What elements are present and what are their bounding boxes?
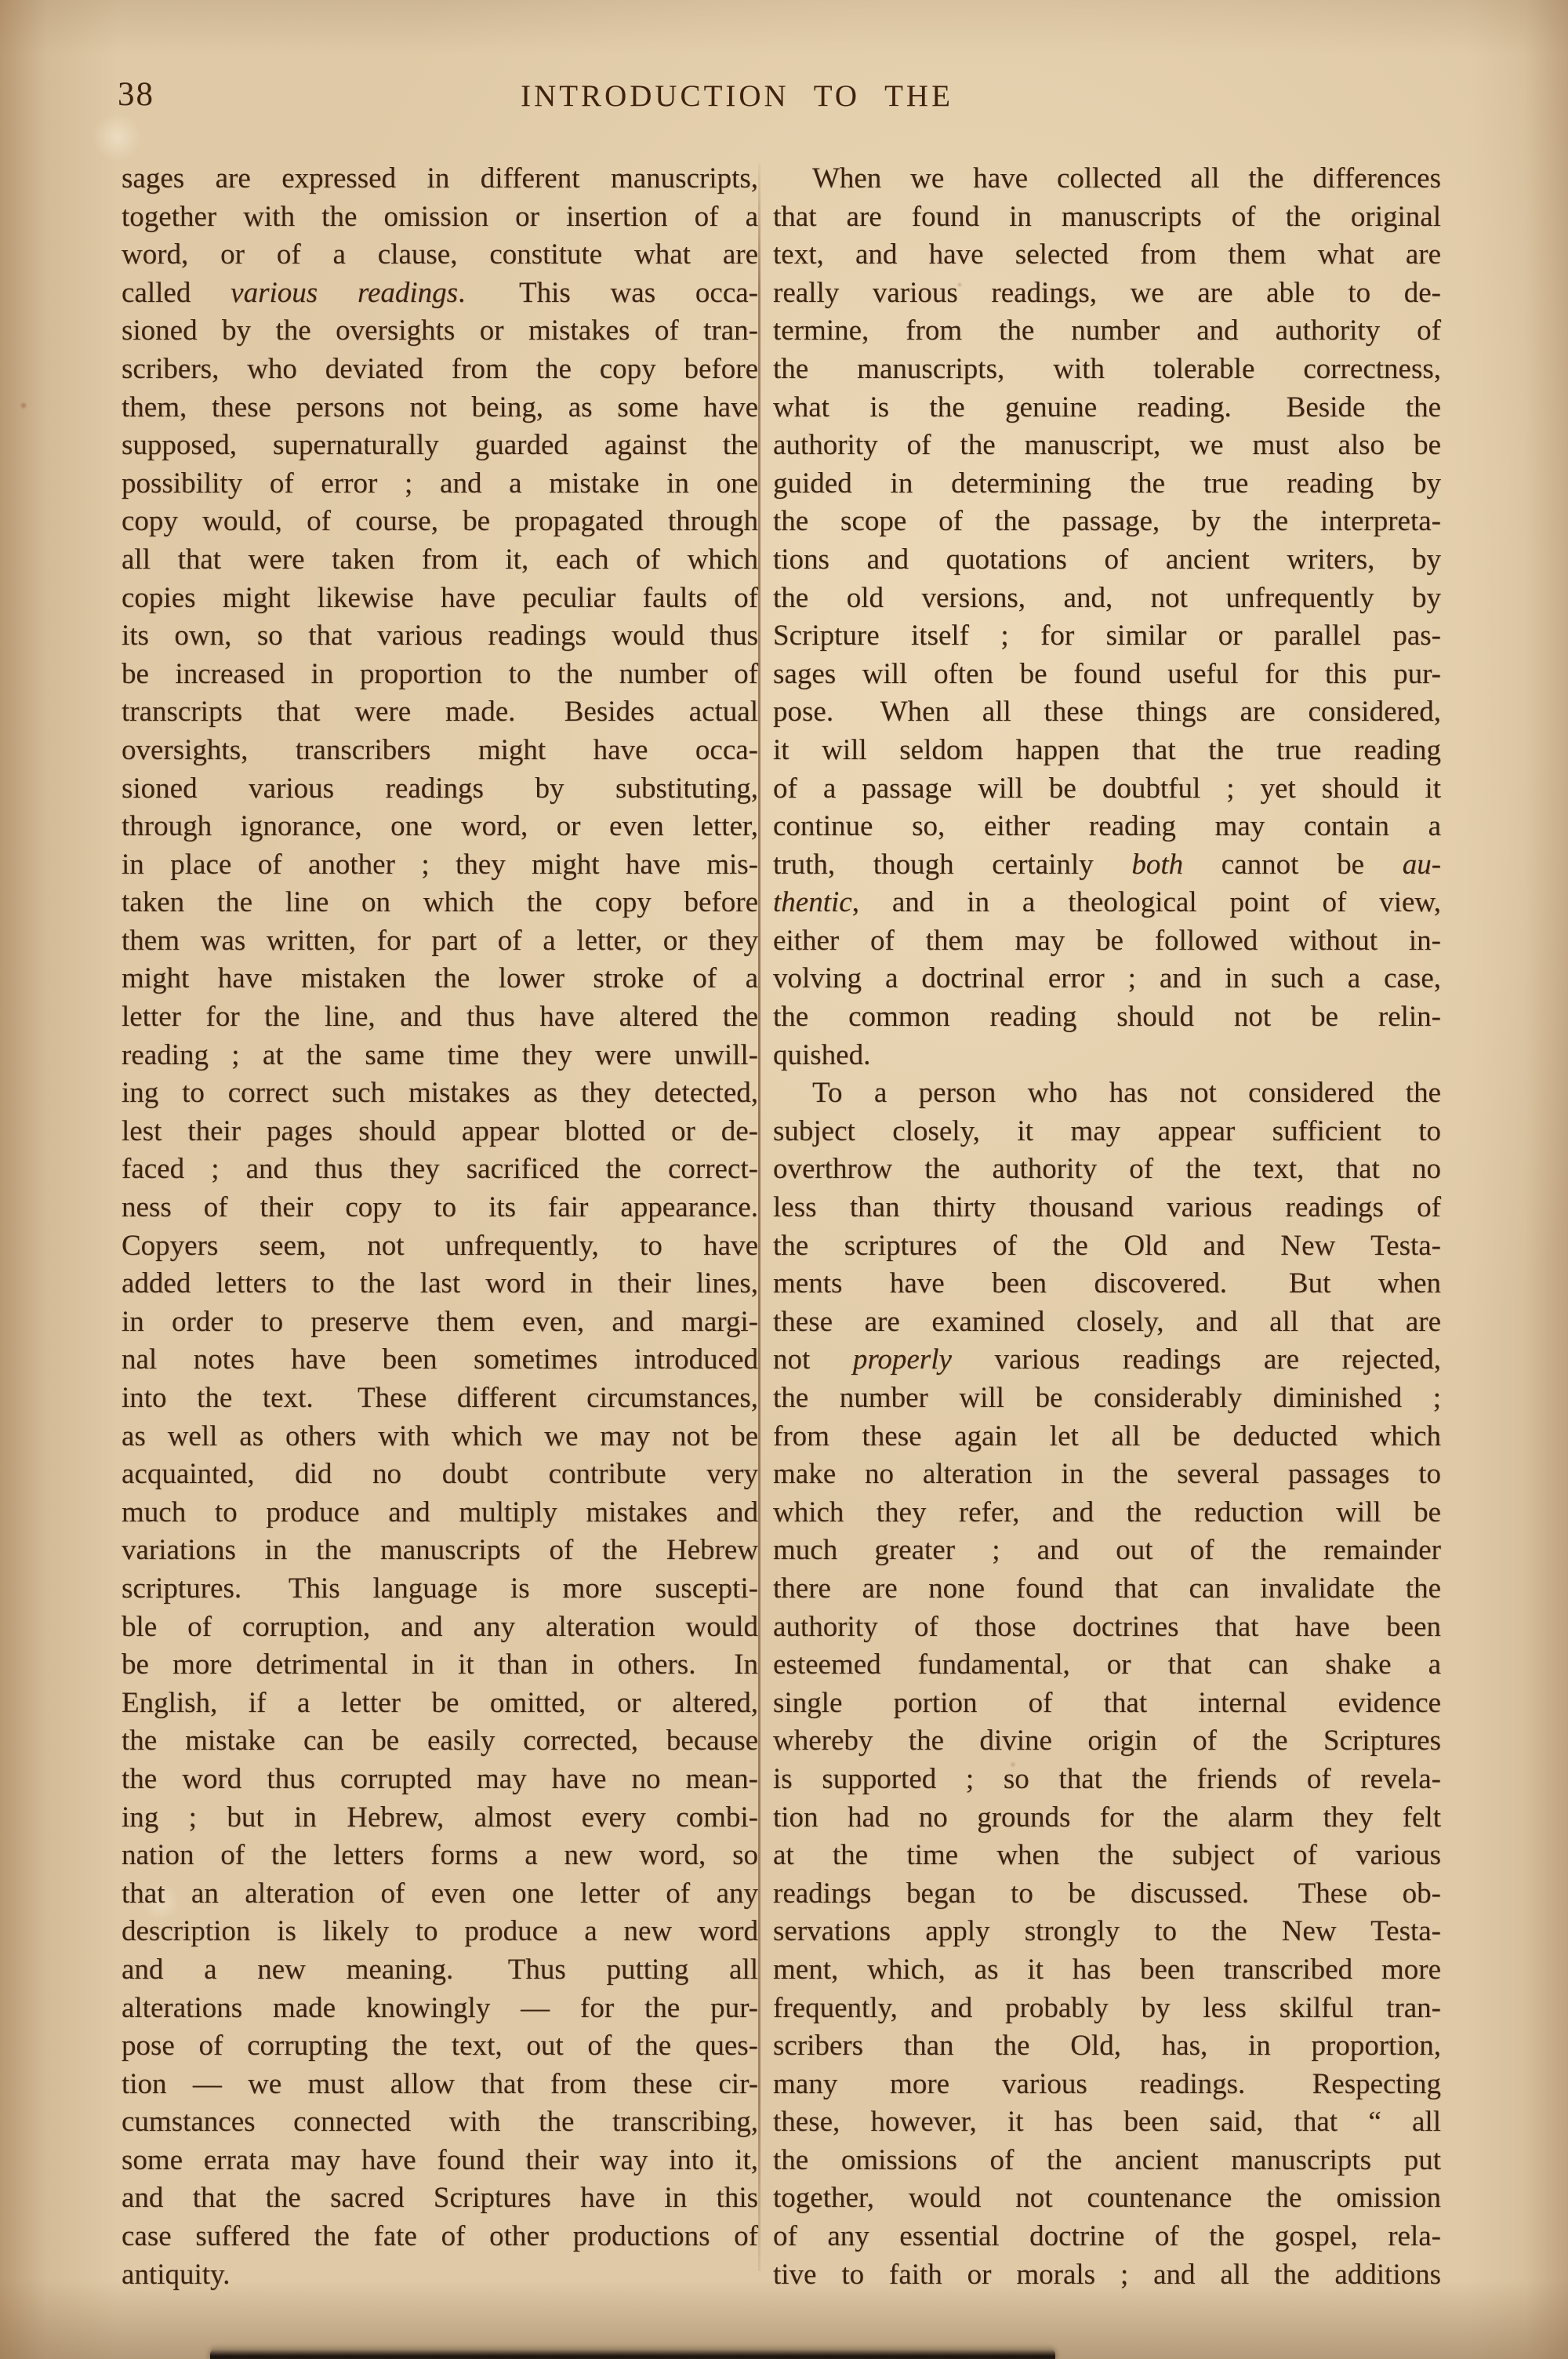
text-line: not properly various readings are rejected, <box>773 1343 1441 1376</box>
text-line: sages are expressed in different manuscripts, <box>122 162 758 194</box>
text-line: sages will often be found useful for this pur- <box>773 657 1441 690</box>
text-line: possibility of error ; and a mistake in one <box>122 467 758 500</box>
text-line: guided in determining the true reading by <box>773 467 1441 500</box>
text-line: at the time when the subject of various <box>773 1839 1441 1872</box>
text-line: esteemed fundamental, or that can shake a <box>773 1648 1441 1681</box>
text-line: scribers than the Old, has, in proportion, <box>773 2030 1441 2063</box>
text-line: letter for the line, and thus have altered the <box>122 1001 758 1034</box>
text-line: copies might likewise have peculiar faults of <box>122 581 758 614</box>
text-line: tive to faith or morals ; and all the additions <box>773 2258 1441 2291</box>
text-line: its own, so that various readings would thus <box>122 620 758 652</box>
scan-bottom-edge-shadow <box>210 2349 1055 2359</box>
text-line: whereby the divine origin of the Scriptures <box>773 1725 1441 1757</box>
text-line: ments have been discovered. But when <box>773 1267 1441 1300</box>
text-line: Copyers seem, not unfrequently, to have <box>122 1229 758 1262</box>
text-line: subject closely, it may appear sufficient to <box>773 1114 1441 1147</box>
text-line: added letters to the last word in their lines, <box>122 1267 758 1300</box>
text-line: ment, which, as it has been transcribed more <box>773 1953 1441 1986</box>
text-line: less than thirty thousand various readings of <box>773 1191 1441 1224</box>
text-line: of any essential doctrine of the gospel, rela- <box>773 2220 1441 2253</box>
right-column <box>773 160 1441 2294</box>
text-line: in order to preserve them even, and margi- <box>122 1305 758 1338</box>
text-line: together with the omission or insertion of a <box>122 200 758 233</box>
text-line: sioned various readings by substituting, <box>122 772 758 805</box>
text-line: might have mistaken the lower stroke of a <box>122 962 758 995</box>
text-line: is supported ; so that the friends of revela- <box>773 1762 1441 1795</box>
text-line: antiquity. <box>122 2258 230 2291</box>
text-line: the scriptures of the Old and New Testa- <box>773 1229 1441 1262</box>
text-line: tions and quotations of ancient writers, by <box>773 543 1441 576</box>
text-line: pose of corrupting the text, out of the ques- <box>122 2030 758 2063</box>
text-line: through ignorance, one word, or even letter, <box>122 810 758 843</box>
text-line: them, these persons not being, as some have <box>122 391 758 423</box>
text-line: To a person who has not considered the <box>811 1077 1441 1110</box>
text-line: some errata may have found their way into it, <box>122 2143 758 2176</box>
text-line: in place of another ; they might have mis- <box>122 848 758 881</box>
text-line: as well as others with which we may not be <box>122 1419 758 1452</box>
text-line: the common reading should not be relin- <box>773 1001 1441 1034</box>
text-line: scriptures. This language is more suscepti- <box>122 1572 758 1605</box>
text-line: ness of their copy to its fair appearance. <box>122 1191 758 1224</box>
text-line: pose. When all these things are considered, <box>773 696 1441 729</box>
text-line: these are examined closely, and all that are <box>773 1305 1441 1338</box>
text-line: nal notes have been sometimes introduced <box>122 1343 758 1376</box>
text-line: taken the line on which the copy before <box>122 886 758 919</box>
text-line: all that were taken from it, each of which <box>122 543 758 576</box>
text-line: sioned by the oversights or mistakes of tran- <box>122 314 758 347</box>
text-line: much greater ; and out of the remainder <box>773 1534 1441 1567</box>
text-line: description is likely to produce a new word <box>122 1915 758 1948</box>
text-line: faced ; and thus they sacrificed the correct- <box>122 1153 758 1186</box>
text-line: from these again let all be deducted which <box>773 1419 1441 1452</box>
text-line: Scripture itself ; for similar or parallel pas- <box>773 620 1441 652</box>
page-number: 38 <box>118 76 154 113</box>
text-line: acquainted, did no doubt contribute very <box>122 1458 758 1491</box>
text-line: quished. <box>773 1038 871 1071</box>
text-line: authority of those doctrines that have been <box>773 1610 1441 1643</box>
text-line: the omissions of the ancient manuscripts put <box>773 2143 1441 2176</box>
text-line: ing to correct such mistakes as they detected, <box>122 1077 758 1110</box>
text-line: the mistake can be easily corrected, because <box>122 1725 758 1757</box>
text-line: into the text. These different circumstances, <box>122 1382 758 1414</box>
text-line: the word thus corrupted may have no mean- <box>122 1762 758 1795</box>
text-line: case suffered the fate of other productions of <box>122 2220 758 2253</box>
text-line: alterations made knowingly — for the pur- <box>122 1991 758 2024</box>
text-line: truth, though certainly both cannot be au- <box>773 848 1442 881</box>
text-line: single portion of that internal evidence <box>773 1686 1441 1719</box>
text-line: tion had no grounds for the alarm they felt <box>773 1801 1441 1834</box>
text-line: word, or of a clause, constitute what are <box>122 238 758 271</box>
text-line: authority of the manuscript, we must also be <box>773 429 1441 462</box>
text-line: ing ; but in Hebrew, almost every combi- <box>122 1801 758 1834</box>
text-line: thentic, and in a theological point of view, <box>773 886 1441 919</box>
text-line: these, however, it has been said, that “ all <box>773 2106 1441 2139</box>
text-line: lest their pages should appear blotted or de- <box>122 1114 758 1147</box>
text-line: really various readings, we are able to de- <box>773 276 1441 309</box>
text-line: supposed, supernaturally guarded against the <box>122 429 758 462</box>
text-line: continue so, either reading may contain a <box>773 810 1441 843</box>
text-line: reading ; at the same time they were unwill- <box>122 1038 758 1071</box>
text-line: cumstances connected with the transcribing, <box>122 2106 758 2139</box>
text-line: them was written, for part of a letter, or they <box>122 924 758 957</box>
text-line: the number will be considerably diminished ; <box>773 1382 1441 1414</box>
text-line: it will seldom happen that the true reading <box>773 733 1441 766</box>
text-line: called various readings. This was occa- <box>122 276 758 309</box>
text-line: scribers, who deviated from the copy before <box>122 352 758 385</box>
text-line: English, if a letter be omitted, or altered, <box>122 1686 758 1719</box>
text-line: there are none found that can invalidate the <box>773 1572 1441 1605</box>
text-line: oversights, transcribers might have occa- <box>122 733 758 766</box>
text-line: servations apply strongly to the New Testa- <box>773 1915 1441 1948</box>
text-line: of a passage will be doubtful ; yet should it <box>773 772 1441 805</box>
text-line: many more various readings. Respecting <box>773 2067 1441 2100</box>
text-line: nation of the letters forms a new word, so <box>122 1839 758 1872</box>
text-line: termine, from the number and authority of <box>773 314 1441 347</box>
text-line: variations in the manuscripts of the Hebrew <box>122 1534 758 1567</box>
text-line: that an alteration of even one letter of any <box>122 1877 758 1910</box>
text-line: and that the sacred Scriptures have in this <box>122 2182 758 2215</box>
text-line: the old versions, and, not unfrequently by <box>773 581 1441 614</box>
text-line: either of them may be followed without in- <box>773 924 1441 957</box>
text-line: When we have collected all the differences <box>811 162 1441 194</box>
text-line: readings began to be discussed. These ob- <box>773 1877 1441 1910</box>
running-head: INTRODUCTION TO THE <box>521 79 953 113</box>
text-line: that are found in manuscripts of the original <box>773 200 1441 233</box>
text-line: the manuscripts, with tolerable correctness, <box>773 352 1441 385</box>
text-line: which they refer, and the reduction will be <box>773 1496 1441 1528</box>
text-line: the scope of the passage, by the interpreta- <box>773 505 1441 538</box>
left-column <box>122 160 758 2294</box>
text-line: frequently, and probably by less skilful tran- <box>773 1991 1441 2024</box>
text-line: ble of corruption, and any alteration would <box>122 1610 758 1643</box>
text-line: and a new meaning. Thus putting all <box>122 1953 758 1986</box>
text-line: much to produce and multiply mistakes and <box>122 1496 758 1528</box>
text-line: text, and have selected from them what are <box>773 238 1441 271</box>
text-line: tion — we must allow that from these cir- <box>122 2067 758 2100</box>
text-line: copy would, of course, be propagated through <box>122 505 758 538</box>
text-line: together, would not countenance the omission <box>773 2182 1441 2215</box>
text-line: be more detrimental in it than in others. In <box>122 1648 758 1681</box>
text-line: what is the genuine reading. Beside the <box>773 391 1441 423</box>
text-line: overthrow the authority of the text, that no <box>773 1153 1441 1186</box>
text-line: make no alteration in the several passages to <box>773 1458 1441 1491</box>
text-line: be increased in proportion to the number of <box>122 657 758 690</box>
text-line: volving a doctrinal error ; and in such a case, <box>773 962 1441 995</box>
column-divider-rule <box>758 163 760 2271</box>
text-line: transcripts that were made. Besides actual <box>122 696 758 729</box>
